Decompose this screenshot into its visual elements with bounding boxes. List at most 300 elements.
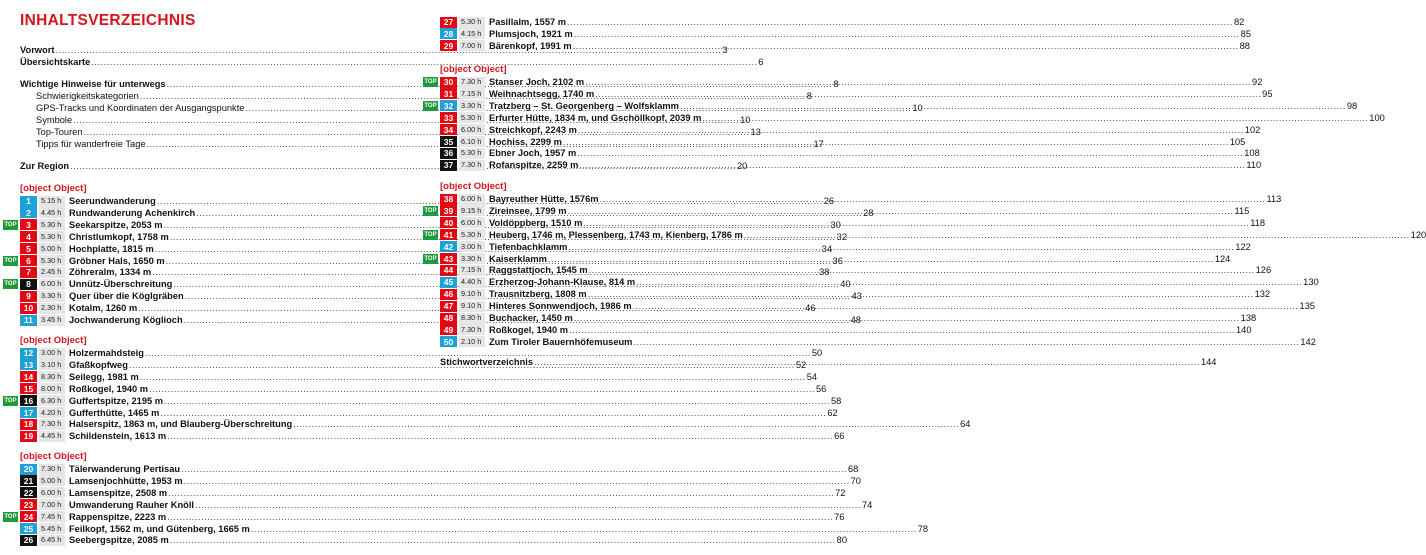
tour-name: Raggstattjoch, 1545 m <box>489 265 588 276</box>
leader-dots <box>293 418 959 430</box>
tour-number-badge: 27 <box>440 17 457 28</box>
tour-name: Zöhreralm, 1334 m <box>69 267 152 278</box>
leader-dots <box>164 395 830 407</box>
entry-title: GPS-Tracks und Koordinaten der Ausgangspunkte <box>36 103 245 113</box>
tour-number-badge: 40 <box>440 217 457 228</box>
tour-entry[interactable] <box>20 418 971 430</box>
tour-number-badge: 15 <box>20 383 37 394</box>
entry-title: Wichtige Hinweise für unterwegs <box>20 79 166 89</box>
leader-dots <box>251 523 917 535</box>
page-number: 138 <box>1240 313 1257 323</box>
leader-dots <box>548 253 1214 265</box>
duration-label: 6.00 h <box>459 124 485 135</box>
page-number: 68 <box>848 464 859 474</box>
page-number: 66 <box>834 431 845 442</box>
tour-name: Kotalm, 1260 m <box>69 303 138 314</box>
page-number: 72 <box>835 487 846 498</box>
tour-number-badge: 26 <box>20 535 37 546</box>
top-tour-badge: TOP <box>4 257 17 264</box>
entry-title: Tipps für wanderfreie Tage <box>36 139 146 149</box>
duration-label: 6.00 h <box>459 194 485 205</box>
page-number: 82 <box>1233 17 1245 27</box>
page-number: 20 <box>737 161 748 171</box>
page-number: 52 <box>795 359 807 370</box>
tour-name: Feilkopf, 1562 m, und Gütenberg, 1665 m <box>69 523 250 534</box>
tour-name: Lamsenjochhütte, 1953 m <box>69 475 183 486</box>
leader-dots <box>633 336 1299 348</box>
tour-entry[interactable] <box>20 371 818 383</box>
duration-label: 3.30 h <box>459 100 485 111</box>
duration-label: 2.45 h <box>39 267 65 278</box>
page-number: 80 <box>836 535 848 546</box>
page-number: 36 <box>832 255 843 266</box>
tour-name: Ebner Joch, 1957 m <box>489 148 577 159</box>
leader-dots <box>583 217 1249 229</box>
leader-dots <box>633 300 1299 312</box>
duration-label: 3.30 h <box>459 253 485 264</box>
duration-label: 3.30 h <box>39 291 65 302</box>
tour-number-badge: 49 <box>440 324 457 335</box>
tour-number-badge: 17 <box>20 407 37 418</box>
duration-label: 7.00 h <box>459 40 485 51</box>
leader-dots <box>702 112 1368 124</box>
leader-dots <box>184 475 850 487</box>
tour-number-badge: 21 <box>20 475 37 486</box>
tour-entry[interactable] <box>20 487 846 499</box>
section-heading: [object Object] <box>440 181 507 192</box>
tour-number-badge: 29 <box>440 40 457 51</box>
section-heading: [object Object] <box>20 183 87 194</box>
page-number: 85 <box>1240 28 1251 39</box>
duration-label: 6.00 h <box>459 217 485 228</box>
tour-number-badge: 2 <box>20 207 37 218</box>
top-tour-badge: TOP <box>4 281 17 288</box>
leader-dots <box>149 383 815 395</box>
page-number: 28 <box>863 207 874 218</box>
tour-name: Hochplatte, 1815 m <box>69 243 154 254</box>
duration-label: 3.00 h <box>459 241 485 252</box>
top-tour-badge: TOP <box>4 221 17 228</box>
page-number: 8 <box>806 91 812 101</box>
tour-name: Erzherzog-Johann-Klause, 814 m <box>489 277 636 288</box>
tour-number-badge: 9 <box>20 291 37 302</box>
tour-entry[interactable] <box>440 28 1251 40</box>
tour-entry[interactable] <box>20 499 873 511</box>
leader-dots <box>574 312 1240 324</box>
section-heading: [object Object] <box>20 451 87 462</box>
tour-name: Hochiss, 2299 m <box>489 136 562 147</box>
page-number: 3 <box>722 45 728 55</box>
page-number: 10 <box>912 103 923 113</box>
leader-dots <box>567 16 1233 28</box>
tour-entry[interactable] <box>20 383 827 395</box>
duration-label: 4.40 h <box>459 277 485 288</box>
duration-label: 5.30 h <box>459 148 485 159</box>
tour-number-badge: 20 <box>20 464 37 475</box>
tour-number-badge: 24 <box>20 511 37 522</box>
page-number: 95 <box>1262 88 1273 99</box>
page-number: 98 <box>1346 100 1358 111</box>
duration-label: 7.30 h <box>459 77 485 88</box>
page-number: 32 <box>836 231 847 242</box>
duration-label: 9.15 h <box>459 205 485 216</box>
tour-name: Lamsenspitze, 2508 m <box>69 487 168 498</box>
entry-title: Übersichtskarte <box>20 57 91 67</box>
tour-name: Tiefenbachklamm <box>489 241 568 252</box>
entry-title: Top-Touren <box>36 127 83 137</box>
tour-number-badge: 39 <box>440 205 457 216</box>
tour-number-badge: 14 <box>20 371 37 382</box>
tour-entry[interactable] <box>20 534 848 546</box>
tour-name: Christlumkopf, 1758 m <box>69 231 169 242</box>
page-number: 13 <box>750 127 761 137</box>
tour-name: Rappenspitze, 2223 m <box>69 511 167 522</box>
top-tour-badge: TOP <box>424 231 437 238</box>
tour-number-badge: 42 <box>440 241 457 252</box>
leader-dots <box>168 487 834 499</box>
tour-entry[interactable] <box>440 40 1250 52</box>
tour-number-badge: 36 <box>440 148 457 159</box>
tour-name: Bayreuther Hütte, 1576m <box>489 194 599 204</box>
duration-label: 4.20 h <box>39 407 65 418</box>
tour-entry[interactable] <box>20 347 823 359</box>
tour-name: Seekarspitze, 2053 m <box>69 219 163 230</box>
leader-dots <box>680 100 1346 112</box>
leader-dots <box>167 511 833 523</box>
page-number: 140 <box>1236 324 1252 335</box>
leader-dots <box>577 147 1243 159</box>
leader-dots <box>160 407 826 419</box>
page-number: 46 <box>805 303 816 314</box>
page-number: 113 <box>1266 194 1282 204</box>
tour-entry[interactable] <box>440 276 1319 288</box>
tour-entry[interactable] <box>20 407 838 419</box>
tour-number-badge: 35 <box>440 136 457 147</box>
duration-label: 5.00 h <box>39 243 65 254</box>
page-number: 30 <box>830 219 841 230</box>
leader-dots <box>195 499 861 511</box>
tour-number-badge: 38 <box>440 194 457 205</box>
tour-number-badge: 11 <box>20 315 37 326</box>
leader-dots <box>167 430 833 442</box>
leader-dots <box>140 371 806 383</box>
page-number: 58 <box>830 395 842 406</box>
tour-name: Gfaßkopfweg <box>69 359 128 370</box>
duration-label: 5.30 h <box>39 255 65 266</box>
duration-label: 5.30 h <box>459 17 485 28</box>
duration-label: 4.15 h <box>459 28 485 39</box>
top-tour-badge: TOP <box>424 102 437 109</box>
leader-dots <box>600 193 1266 205</box>
tour-number-badge: 13 <box>20 359 37 370</box>
tour-number-badge: 23 <box>20 499 37 510</box>
tour-number-badge: 1 <box>20 196 37 207</box>
tour-number-badge: 41 <box>440 229 457 240</box>
entry-title: Schwierigkeitskategorien <box>36 91 139 101</box>
tour-entry[interactable] <box>440 124 1261 136</box>
page-number: 74 <box>861 499 873 510</box>
tour-number-badge: 10 <box>20 303 37 314</box>
tour-name: Guffertspitze, 2195 m <box>69 395 164 406</box>
toc-entry-index[interactable] <box>440 356 1217 368</box>
page-number: 26 <box>823 196 835 206</box>
tour-name: Zum Tiroler Bauernhöfemuseum <box>489 336 633 347</box>
tour-name: Holzermahdsteig <box>69 348 144 358</box>
page-number: 56 <box>816 383 827 394</box>
tour-name: Umwanderung Rauher Knöll <box>69 499 194 510</box>
tour-name: Rofanspitze, 2259 m <box>489 160 579 171</box>
top-tour-badge: TOP <box>424 255 437 262</box>
tour-name: Quer über die Köglgräben <box>69 291 184 302</box>
duration-label: 6.00 h <box>39 487 65 498</box>
entry-title: Symbole <box>36 115 73 125</box>
tour-entry[interactable] <box>20 430 845 442</box>
duration-label: 9.10 h <box>459 289 485 300</box>
duration-label: 4.45 h <box>39 431 65 442</box>
duration-label: 6.00 h <box>39 279 65 290</box>
page-number: 10 <box>740 115 751 125</box>
tour-name: Gröbner Hals, 1650 m <box>69 255 165 266</box>
tour-name: Seilegg, 1981 m <box>69 371 139 382</box>
duration-label: 2.30 h <box>39 303 65 314</box>
duration-label: 5.30 h <box>39 219 65 230</box>
duration-label: 7.30 h <box>459 160 485 171</box>
duration-label: 7.15 h <box>459 265 485 276</box>
page-number: 54 <box>806 371 818 382</box>
tour-name: Stanser Joch, 2102 m <box>489 77 585 87</box>
tour-entry[interactable] <box>20 523 929 535</box>
tour-number-badge: 37 <box>440 160 457 171</box>
duration-label: 5.15 h <box>39 196 65 207</box>
tour-number-badge: 12 <box>20 348 37 359</box>
page-number: 122 <box>1235 241 1251 252</box>
duration-label: 7.00 h <box>39 499 65 510</box>
page-number: 50 <box>811 348 823 358</box>
tour-number-badge: 25 <box>20 523 37 534</box>
tour-name: Erfurter Hütte, 1834 m, und Gschöllkopf, 2039 m <box>489 112 702 123</box>
tour-name: Plumsjoch, 1921 m <box>489 28 573 39</box>
duration-label: 5.30 h <box>39 231 65 242</box>
tour-number-badge: 22 <box>20 487 37 498</box>
duration-label: 7.30 h <box>459 324 485 335</box>
tour-name: Bärenkopf, 1991 m <box>489 40 572 51</box>
duration-label: 3.00 h <box>39 348 65 359</box>
tour-entry[interactable] <box>440 300 1316 312</box>
leader-dots <box>569 324 1235 336</box>
tour-number-badge: 5 <box>20 243 37 254</box>
page-number: 76 <box>834 511 845 522</box>
tour-entry[interactable] <box>20 475 861 487</box>
tour-number-badge: 30 <box>440 77 457 88</box>
duration-label: 6.30 h <box>39 395 65 406</box>
tour-number-badge: 19 <box>20 431 37 442</box>
tour-name: Roßkogel, 1940 m <box>489 324 569 335</box>
duration-label: 8.00 h <box>39 383 65 394</box>
leader-dots <box>574 28 1240 40</box>
page-number: 130 <box>1303 277 1319 288</box>
tour-entry[interactable] <box>440 16 1245 28</box>
leader-dots <box>636 276 1302 288</box>
page-number: 6 <box>758 57 764 67</box>
tour-entry[interactable] <box>440 159 1262 171</box>
tour-number-badge: 47 <box>440 301 457 312</box>
duration-label: 7.15 h <box>459 88 485 99</box>
duration-label: 6.45 h <box>39 535 65 546</box>
leader-dots <box>579 159 1245 171</box>
tour-number-badge: 4 <box>20 231 37 242</box>
page-number: 142 <box>1300 336 1316 347</box>
page-number: 115 <box>1234 205 1250 216</box>
page-number: 64 <box>960 419 971 430</box>
tour-entry[interactable] <box>440 88 1273 100</box>
top-tour-badge: TOP <box>424 207 437 214</box>
tour-name: Halserspitz, 1863 m, und Blauberg-Überschreitung <box>69 419 293 430</box>
tour-name: Unnütz-Überschreitung <box>69 279 173 290</box>
tour-number-badge: 6 <box>20 255 37 266</box>
duration-label: 4.45 h <box>39 207 65 218</box>
duration-label: 3.10 h <box>39 359 65 370</box>
tour-name: Seerundwanderung <box>69 196 156 206</box>
duration-label: 8.30 h <box>39 371 65 382</box>
section-heading: [object Object] <box>20 335 87 346</box>
leader-dots <box>588 288 1254 300</box>
tour-entry[interactable] <box>440 324 1252 336</box>
duration-label: 7.30 h <box>39 464 65 475</box>
page-number: 100 <box>1369 112 1385 123</box>
leader-dots <box>534 356 1200 368</box>
duration-label: 7.45 h <box>39 511 65 522</box>
tour-name: Heuberg, 1746 m, Plessenberg, 1743 m, Kienberg, 1786 m <box>489 229 743 240</box>
tour-name: Schildenstein, 1613 m <box>69 431 167 442</box>
page-number: 34 <box>821 243 833 254</box>
top-tour-badge: TOP <box>4 513 17 520</box>
leader-dots <box>595 88 1261 100</box>
entry-title: Zur Region <box>20 161 70 171</box>
tour-entry[interactable] <box>440 336 1316 348</box>
page-title: INHALTSVERZEICHNIS <box>20 12 196 29</box>
duration-label: 7.30 h <box>39 419 65 430</box>
page-number: 70 <box>850 475 861 486</box>
page-number: 102 <box>1244 124 1261 135</box>
tour-name: Tälerwanderung Pertisau <box>69 464 181 474</box>
tour-number-badge: 7 <box>20 267 37 278</box>
tour-entry[interactable] <box>440 312 1257 324</box>
tour-name: Zireinsee, 1799 m <box>489 205 567 216</box>
tour-number-badge: 31 <box>440 88 457 99</box>
duration-label: 6.10 h <box>459 136 485 147</box>
tour-name: Rundwanderung Achenkirch <box>69 207 196 218</box>
top-tour-badge: TOP <box>424 79 437 85</box>
duration-label: 5.30 h <box>459 229 485 240</box>
duration-label: 9.10 h <box>459 301 485 312</box>
tour-name: Hinteres Sonnwendjoch, 1986 m <box>489 301 632 312</box>
tour-name: Weihnachtsegg, 1740 m <box>489 88 595 99</box>
tour-name: Jochwanderung Köglioch <box>69 315 183 325</box>
tour-name: Pasillalm, 1557 m <box>489 17 567 27</box>
tour-number-badge: 28 <box>440 28 457 39</box>
tour-entry[interactable] <box>20 463 859 475</box>
page-number: 118 <box>1250 217 1266 228</box>
leader-dots <box>573 40 1239 52</box>
duration-label: 5.45 h <box>39 523 65 534</box>
entry-title: Stichwortverzeichnis <box>440 357 533 367</box>
page-number: 108 <box>1244 148 1260 159</box>
leader-dots <box>91 56 757 68</box>
tour-entry[interactable] <box>440 147 1260 159</box>
leader-dots <box>170 534 836 546</box>
tour-number-badge: 18 <box>20 419 37 430</box>
leader-dots <box>578 124 1244 136</box>
tour-name: Trausnitzberg, 1808 m <box>489 289 587 300</box>
tour-entry[interactable] <box>424 76 1263 88</box>
tour-name: Buchacker, 1450 m <box>489 313 573 323</box>
tour-number-badge: 45 <box>440 277 457 288</box>
leader-dots <box>568 241 1234 253</box>
tour-name: Kaiserklamm <box>489 253 547 264</box>
page-number: 48 <box>850 315 861 325</box>
tour-number-badge: 34 <box>440 124 457 135</box>
tour-name: Streichkopf, 2243 m <box>489 124 577 135</box>
page-number: 17 <box>813 139 824 149</box>
page-number: 40 <box>840 279 851 290</box>
page-number: 88 <box>1239 40 1250 51</box>
tour-number-badge: 43 <box>440 253 457 264</box>
tour-name: Voldöppberg, 1510 m <box>489 217 583 228</box>
page-number: 132 <box>1254 289 1271 300</box>
tour-number-badge: 3 <box>20 219 37 230</box>
tour-number-badge: 32 <box>440 100 457 111</box>
page-number: 120 <box>1410 229 1426 240</box>
leader-dots <box>181 463 847 475</box>
duration-label: 5.30 h <box>459 112 485 123</box>
page-number: 105 <box>1229 136 1246 147</box>
leader-dots <box>568 205 1234 217</box>
page-number: 124 <box>1214 253 1231 264</box>
tour-name: Tratzberg – St. Georgenberg – Wolfsklamm <box>489 100 679 111</box>
leader-dots <box>744 229 1410 241</box>
tour-entry[interactable] <box>4 395 842 407</box>
leader-dots <box>585 76 1251 88</box>
tour-name: Seebergspitze, 2085 m <box>69 535 169 546</box>
tour-number-badge: 50 <box>440 336 457 347</box>
page-number: 110 <box>1246 160 1262 171</box>
page-number: 62 <box>827 407 838 418</box>
top-tour-badge: TOP <box>4 397 17 404</box>
page-number: 8 <box>833 79 839 89</box>
leader-dots <box>589 264 1255 276</box>
page-number: 135 <box>1299 301 1316 312</box>
duration-label: 5.00 h <box>39 475 65 486</box>
tour-number-badge: 48 <box>440 313 457 324</box>
entry-title: Vorwort <box>20 45 55 55</box>
page-number: 43 <box>851 291 862 302</box>
toc-entry[interactable] <box>20 56 764 68</box>
tour-entry[interactable] <box>4 511 845 523</box>
tour-number-badge: 44 <box>440 265 457 276</box>
tour-name: Roßkogel, 1940 m <box>69 383 149 394</box>
tour-number-badge: 46 <box>440 289 457 300</box>
duration-label: 8.30 h <box>459 313 485 324</box>
leader-dots <box>563 136 1229 148</box>
page-number: 38 <box>819 267 830 278</box>
tour-number-badge: 16 <box>20 395 37 406</box>
tour-number-badge: 8 <box>20 279 37 290</box>
page-number: 92 <box>1252 77 1263 87</box>
tour-name: Gufferthütte, 1465 m <box>69 407 160 418</box>
page-number: 78 <box>917 523 929 534</box>
tour-entry[interactable] <box>440 112 1385 124</box>
duration-label: 2.10 h <box>459 336 485 347</box>
